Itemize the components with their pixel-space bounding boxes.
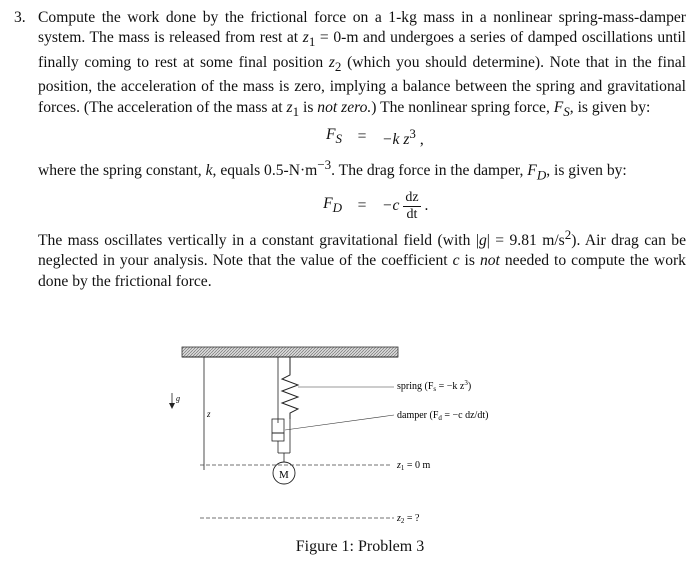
- paragraph-1: Compute the work done by the frictional force on a 1-kg mass in a nonlinear spring-mass-damper system. The mass is released from rest at $z_1 = 0-m$ and undergoes a series of damped oscillations until finally coming to rest at some final position $z_2$ (which you should determine). Note that in the final position, the acceleration of the mass is zero, implying a balance between the spring and gravitational forces. (The acceleration of the mass at $z_1$ is not zero.) The nonlinear spring force, $F_S$, is given by:: [38, 9, 686, 119]
- problem-number: 3.: [14, 9, 26, 26]
- problem-3: [14, 8, 686, 292]
- z2-label: $z_2$ = ?: [397, 513, 420, 525]
- ceiling: [182, 347, 398, 357]
- paragraph-2: where the spring constant, k, equals $0.5-N\cdot m^{-3}$. The drag force in the damper, $F_D$, is given by:: [38, 156, 627, 183]
- z-axis-label: z: [207, 409, 211, 419]
- paragraph-3: The mass oscillates vertically in a constant gravitational field (with |g| = 9.81 $m/s^2$). Air drag can be neglected in your analysis. Note that the value of the coefficient c is not needed to compute the work done by the frictional force.: [38, 226, 686, 290]
- mass-label: M: [279, 469, 289, 481]
- gravity-arrow-head: [169, 403, 175, 409]
- gravity-label: g: [176, 394, 180, 403]
- problem-body: [38, 8, 686, 292]
- damper-label: damper ($F_d = -c$ dz/dt): [397, 410, 489, 422]
- spring-label: spring ($F_s = -k$ $z^3$): [397, 379, 472, 393]
- spring-mass-damper-figure: [160, 335, 520, 535]
- fraction-dz-dt: $\frac{dz}{dt}$: [405, 189, 419, 222]
- z1-label: $z_1 = 0$ m: [397, 460, 431, 472]
- spring: [282, 357, 298, 419]
- figure-caption: Figure 1: Problem 3: [295, 538, 425, 555]
- damper-pointer: [285, 415, 394, 430]
- equation-spring-force: $F_S$ = −k $z^3$ ,: [325, 126, 424, 149]
- equation-drag-force: $F_D$ = −c $\frac{dz}{dt}$ .: [323, 189, 429, 222]
